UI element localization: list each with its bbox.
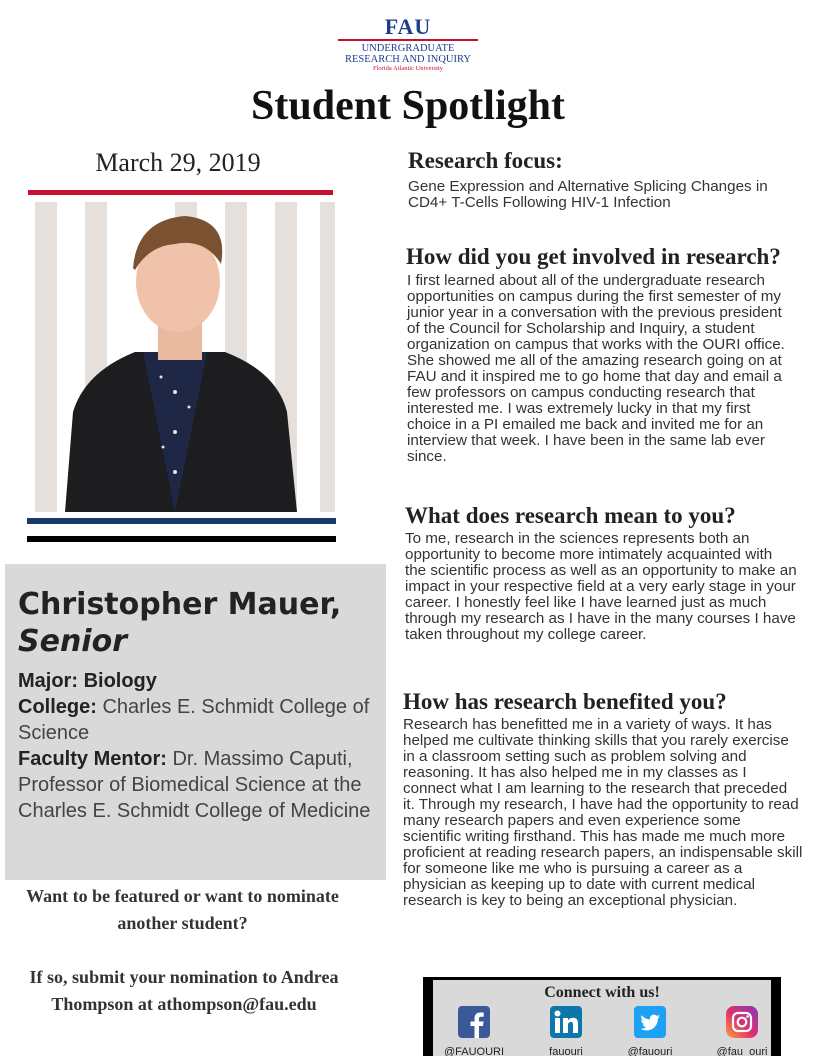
facebook-icon — [458, 1006, 490, 1038]
focus-heading: Research focus: — [408, 148, 563, 173]
student-year: Senior — [18, 624, 127, 659]
twitter-link[interactable] — [610, 1006, 690, 1056]
major-label: Major: — [18, 670, 78, 692]
college-row — [18, 694, 374, 746]
student-name: Christopher Mauer, — [18, 587, 342, 622]
facebook-link[interactable] — [434, 1006, 514, 1056]
connect-heading: Connect with us! — [544, 984, 660, 1001]
involved-body: I first learned about all of the undergraduate research opportunities on campus during the first semester of my junior year in a conversation with the previous president of the Council for Scholarship and Inquiry, a student organization on campus that works with the OURI office. She showed me all of the amazing research going on at FAU and it inspired me to go home that day and email a few professors on campus conducting research that interested me. I was extremely lucky in that my first choice in a PI emailed me back and invited me for an interview that week. I have been in the same lab ever since. — [407, 272, 785, 465]
ouri-logo — [330, 16, 486, 80]
instagram-link[interactable] — [702, 1006, 782, 1056]
logo-line-1: UNDERGRADUATE — [361, 43, 455, 54]
linkedin-handle: fauouri — [549, 1046, 583, 1056]
major-value: Biology — [83, 670, 157, 692]
logo-divider — [338, 39, 478, 41]
social-panel — [433, 980, 771, 1056]
student-info-box — [5, 564, 386, 880]
mentor-label: Faculty Mentor: — [18, 748, 167, 770]
meaning-body: To me, research in the sciences represents both an opportunity to become more intimately acquainted with the scientific process as well as an opportunity to make an impact in your respective field at a very early stage in your career. I honestly feel like I have learned just as much through my research as I have in the many courses I have taken throughout my college career. — [405, 530, 797, 643]
fau-logo-mark: FAU — [384, 14, 432, 39]
focus-body: Gene Expression and Alternative Splicing Changes in CD4+ T-Cells Following HIV-1 Infection — [408, 178, 768, 211]
blue-divider — [27, 518, 336, 524]
social-bar — [423, 977, 781, 1056]
page-title: Student Spotlight — [251, 83, 565, 129]
college-label: College: — [18, 696, 97, 718]
student-photo — [25, 202, 335, 512]
mentor-value: Dr. Massimo Caputi, Professor of Biomedical Science at the Charles E. Schmidt College of Medicine — [18, 748, 371, 822]
major-row — [18, 668, 374, 694]
facebook-handle: @FAUOURI — [443, 1046, 505, 1056]
logo-line-3: Florida Atlantic University — [372, 65, 444, 72]
instagram-icon — [726, 1006, 758, 1038]
linkedin-icon — [550, 1006, 582, 1038]
nomination-instructions: If so, submit your nomination to Andrea Thompson at athompson@fau.edu — [29, 967, 339, 1014]
twitter-handle: @fauouri — [627, 1046, 673, 1056]
benefit-heading: How has research benefited you? — [403, 689, 727, 714]
linkedin-link[interactable] — [526, 1006, 606, 1056]
featured-prompt: Want to be featured or want to nominate another student? — [26, 886, 339, 933]
involved-heading: How did you get involved in research? — [406, 244, 781, 269]
instagram-handle: @fau_ouri — [716, 1046, 768, 1056]
spotlight-date: March 29, 2019 — [95, 148, 261, 177]
logo-line-2: RESEARCH AND INQUIRY — [344, 54, 471, 65]
red-divider — [28, 190, 333, 195]
mentor-row — [18, 746, 374, 824]
black-divider — [27, 536, 336, 542]
college-value: Charles E. Schmidt College of Science — [18, 696, 370, 744]
twitter-icon — [634, 1006, 666, 1038]
benefit-body: Research has benefitted me in a variety of ways. It has helped me cultivate thinking skills that you rarely exercise in a classroom setting such as problem solving and reasoning. It has also helped me in my classes as I connect what I am learning to the research that preceded it. Through my research, I have had the opportunity to read many research papers and even experience some scientific writing firsthand. This has made me much more proficient at reading research papers, an indispensable skill for someone like me who is pursuing a career as a physician as keeping up to date with current medical research is key to being an exceptional physician. — [403, 716, 803, 909]
meaning-heading: What does research mean to you? — [405, 503, 736, 528]
